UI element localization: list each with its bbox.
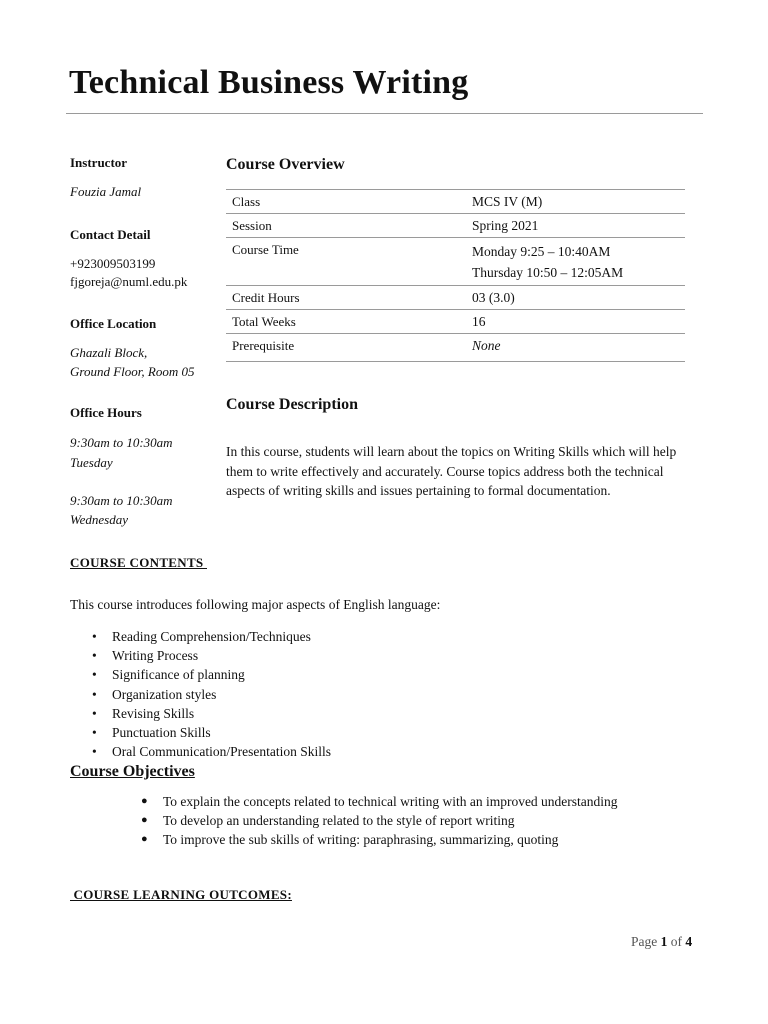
list-item	[141, 830, 618, 849]
list-item	[92, 646, 331, 665]
bullet-icon: •	[92, 629, 97, 644]
office-location-label: Office Location	[70, 316, 157, 331]
list-item-text: Reading Comprehension/Techniques	[112, 629, 311, 644]
page-current: 1	[660, 934, 668, 949]
list-item	[92, 723, 331, 742]
phone-number: +923009503199	[70, 256, 156, 271]
contact-label: Contact Detail	[70, 227, 151, 242]
bullet-icon: ●	[141, 833, 148, 845]
bullet-icon: •	[92, 744, 97, 760]
table-cell-value: MCS IV (M)	[466, 190, 685, 214]
course-description-text: In this course, students will learn about the topics on Writing Skills which will help them to write effectively and accurately. Course topics address both the technical aspects of writing skills and issues pertaining to formal documentation.	[226, 444, 677, 498]
bullet-icon: •	[92, 667, 97, 683]
of-word: of	[667, 934, 686, 949]
list-item-text: To develop an understanding related to the style of report writing	[163, 813, 515, 828]
list-item-text: Writing Process	[112, 648, 199, 664]
office-hours-1-time: 9:30am to 10:30am	[70, 435, 173, 450]
list-item-text: Revising Skills	[112, 705, 195, 721]
course-overview-table	[226, 189, 685, 362]
page-total: 4	[685, 934, 693, 949]
table-cell-value: 16	[466, 310, 685, 334]
table-cell-key: Credit Hours	[226, 286, 466, 310]
instructor-name: Fouzia Jamal	[70, 184, 142, 199]
list-item	[141, 811, 618, 830]
course-objectives-list	[141, 792, 618, 849]
table-cell-value	[466, 238, 685, 286]
list-item	[92, 742, 331, 761]
page-number	[631, 934, 692, 950]
table-cell-key: Total Weeks	[226, 310, 466, 334]
table-row	[226, 238, 685, 286]
course-contents-intro: This course introduces following major aspects of English language:	[70, 597, 441, 612]
email-address: fjgoreja@numl.edu.pk	[70, 274, 188, 289]
office-hours-2-day: Wednesday	[70, 512, 129, 527]
table-row	[226, 286, 685, 310]
course-contents-heading: COURSE CONTENTS	[70, 555, 207, 570]
bullet-icon: •	[92, 686, 97, 702]
title-divider	[66, 113, 703, 114]
table-cell-key: Session	[226, 214, 466, 238]
list-item	[92, 704, 331, 723]
page-word: Page	[631, 934, 661, 949]
bullet-icon: •	[92, 724, 97, 740]
list-item	[92, 665, 331, 684]
table-cell-value: None	[466, 334, 685, 362]
learning-outcomes-heading: COURSE LEARNING OUTCOMES:	[70, 887, 292, 902]
table-row	[226, 190, 685, 214]
course-overview-heading: Course Overview	[226, 156, 345, 173]
bullet-icon: ●	[141, 795, 148, 807]
bullet-icon: •	[92, 705, 97, 721]
office-hours-label: Office Hours	[70, 405, 142, 420]
instructor-label: Instructor	[70, 155, 128, 170]
list-item-text: Organization styles	[112, 686, 217, 702]
office-hours-1-day: Tuesday	[70, 455, 113, 470]
bullet-icon: •	[92, 648, 97, 664]
list-item	[141, 792, 618, 811]
office-location-line1: Ghazali Block,	[70, 345, 148, 360]
document-title: Technical Business Writing	[69, 64, 469, 101]
table-cell-key: Prerequisite	[226, 334, 466, 362]
table-row	[226, 334, 685, 362]
course-time-line-1: Monday 9:25 – 10:40AM	[472, 244, 611, 259]
list-item-text: Oral Communication/Presentation Skills	[112, 744, 331, 760]
list-item	[92, 685, 331, 704]
course-description-heading: Course Description	[226, 396, 358, 413]
list-item	[92, 627, 331, 646]
office-location-line2: Ground Floor, Room 05	[70, 364, 195, 379]
table-cell-value: Spring 2021	[466, 214, 685, 238]
course-contents-list	[92, 627, 331, 761]
bullet-icon: ●	[141, 814, 148, 826]
table-cell-key: Course Time	[226, 238, 466, 286]
table-row	[226, 310, 685, 334]
course-time-line-2: Thursday 10:50 – 12:05AM	[472, 265, 624, 280]
table-row	[226, 214, 685, 238]
list-item-text: To improve the sub skills of writing: paraphrasing, summarizing, quoting	[163, 832, 559, 847]
list-item-text: Punctuation Skills	[112, 724, 211, 740]
list-item-text: To explain the concepts related to technical writing with an improved understanding	[163, 794, 618, 809]
table-cell-value: 03 (3.0)	[466, 286, 685, 310]
course-objectives-heading: Course Objectives	[70, 763, 195, 780]
office-hours-2-time: 9:30am to 10:30am	[70, 493, 173, 508]
list-item-text: Significance of planning	[112, 667, 245, 683]
table-cell-key: Class	[226, 190, 466, 214]
